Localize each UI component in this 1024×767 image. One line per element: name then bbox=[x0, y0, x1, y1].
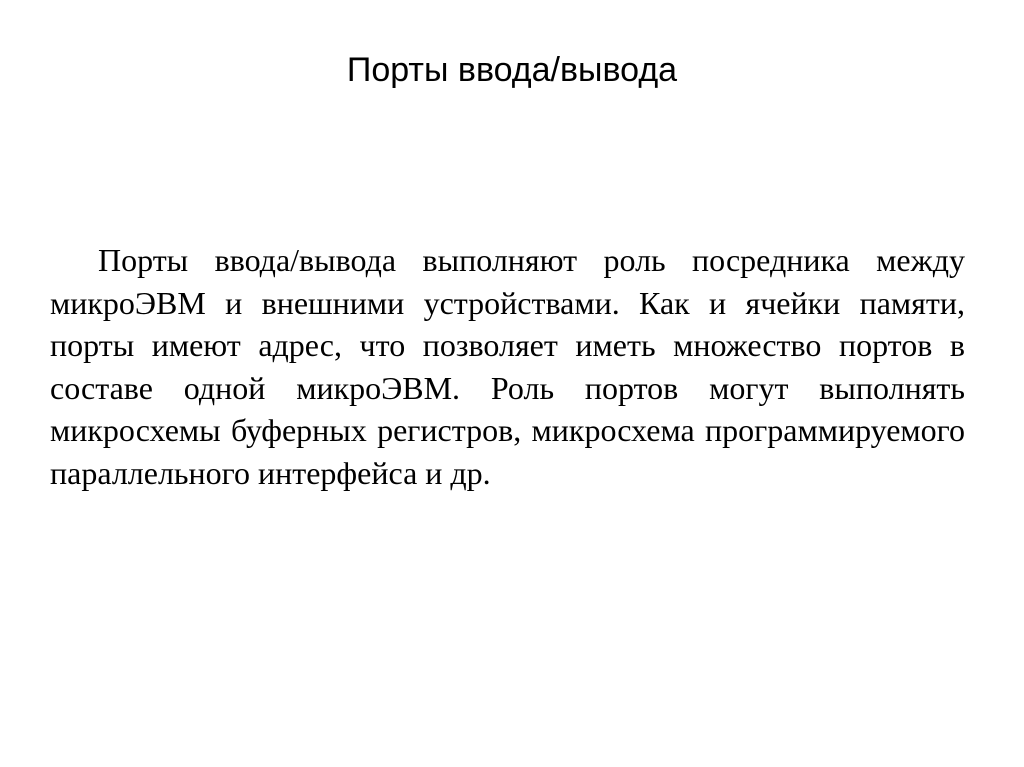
slide-title: Порты ввода/вывода bbox=[346, 51, 678, 89]
body-paragraph: Порты ввода/вывода выполняют роль посредника между микроЭВМ и внешними устройствами. Как и ячейки памяти, порты имеют адрес, что позволяет иметь множество портов в составе одной микроЭВМ. Роль портов могут выполнять микросхемы буферных регистров, микросхема программируемого параллельного интерфейса и др. bbox=[50, 242, 965, 491]
